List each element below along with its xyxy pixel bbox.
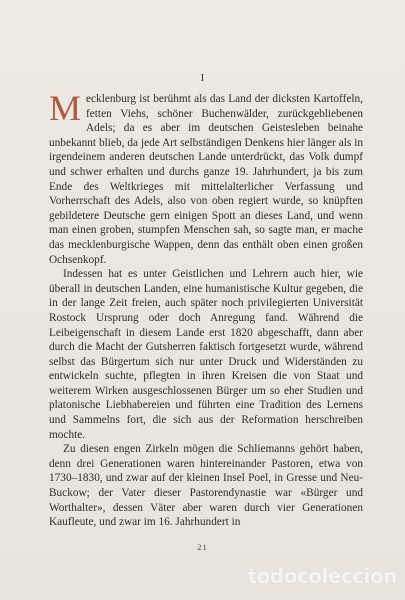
paragraph-1-text: ecklenburg ist berühmt als das Land der dicksten Kartoffeln, fetten Viehs, schöner Buchenwälder, zurückgebliebenen Adels; da es aber im deutschen Geistesleben beinahe unbekannt blieb, da jede Art selbständigen Denkens hier länger als in irgendeinem anderen deutschen Lande unterdrückt, das Volk dumpf und schwer erhalten und durchs ganze 19. Jahrhundert, ja bis zum Ende des Weltkrieges mit mittelalterlicher Verfassung und Vorherrschaft des Adels, also von oben regiert wurde, so knüpften gebildetere Deutsche gern einigen Spott an dieses Land, und wenn man einen groben, stumpfen Menschen sah, so sagte man, er mache das mecklenburgische Wappen, denn das enthält oben einen großen Ochsenkopf. <box>49 93 363 266</box>
page-number: 21 <box>197 542 208 552</box>
body-text <box>49 88 363 530</box>
paragraph-1 <box>49 88 363 267</box>
paragraph-3: Zu diesen engen Zirkeln mögen die Schliemanns gehört haben, denn drei Generationen waren hintereinander Pastoren, etwa von 1730–1830, und zwar auf der kleinen Insel Poel, in Gresse und Neu-Buckow; der Vater dieser Pastorendynastie war «Bürger und Worthalter», dessen Väter aber waren durch vier Generationen Kaufleute, und zwar im 16. Jahrhundert in <box>49 443 363 529</box>
drop-cap: M <box>49 88 82 128</box>
watermark-logo: todocoleccion <box>247 564 397 588</box>
paragraph-2: Indessen hat es unter Geistlichen und Lehrern auch hier, wie überall in deutschen Landen, eine humanistische Kultur gegeben, die in der lange Zeit freien, auch später noch privilegierten Universität Rostock Ursprung oder doch Anregung fand. Während die Leibeigenschaft in diesem Lande erst 1820 abgeschafft, dann aber durch die Macht der Gutsherren faktisch fortgesetzt wurde, während selbst das Bürgertum sich nur unter Druck und Widerständen zu entwickeln suchte, pflegten in ihren Kreisen die von Staat und weiterem Wirken ausgeschlossenen Bürger um so eher Studien und platonische Liebhabereien und führten eine Tradition des Lernens und Sammelns fort, die sich aus der Reformation herschreiben mochte. <box>49 268 363 441</box>
chapter-number: I <box>200 72 205 84</box>
